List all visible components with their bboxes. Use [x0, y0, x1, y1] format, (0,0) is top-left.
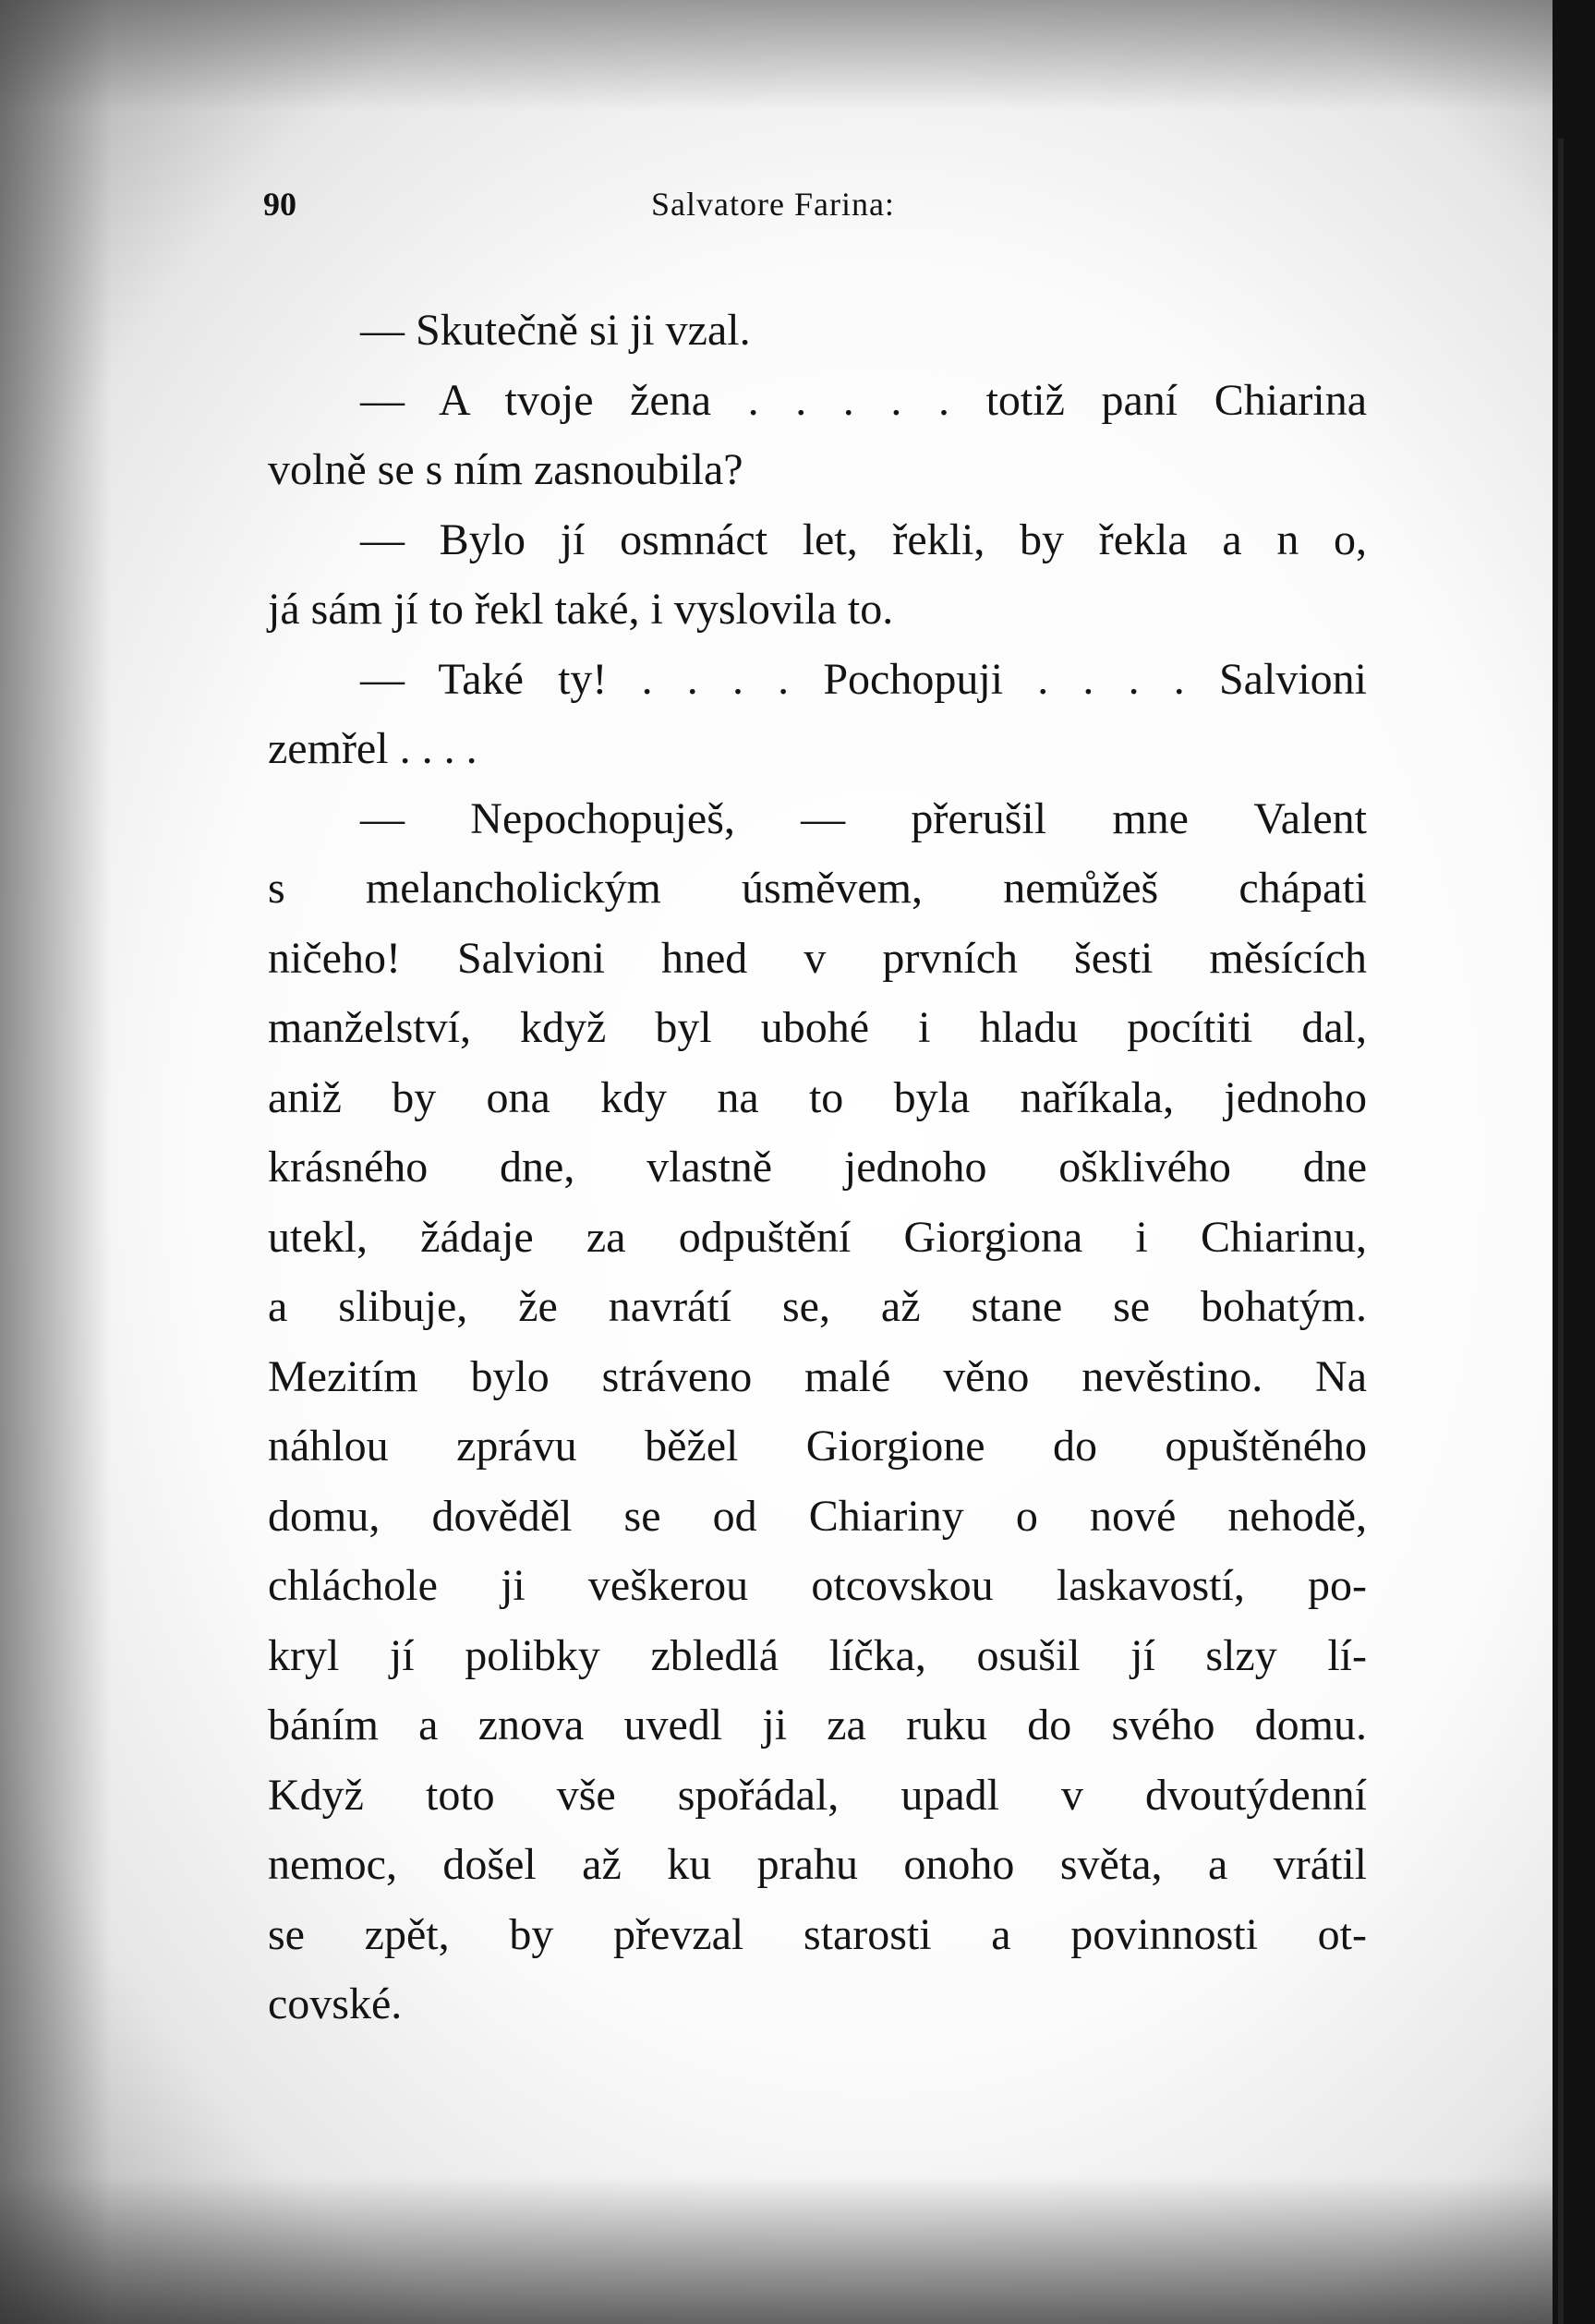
- body-text: [268, 296, 1367, 2040]
- text-line: Mezitím bylo stráveno malé věno nevěstino. Na: [268, 1351, 1367, 1401]
- text-line: domu, dověděl se od Chiariny o nové nehodě,: [268, 1491, 1367, 1541]
- text-line: nemoc, došel až ku prahu onoho světa, a vrátil: [268, 1840, 1367, 1889]
- scan-shadow-top: [0, 0, 1595, 111]
- text-line: aniž by ona kdy na to byla naříkala, jednoho: [268, 1072, 1367, 1122]
- text-line: volně se s ním zasnoubila?: [268, 445, 743, 494]
- text-line: ničeho! Salvioni hned v prvních šesti měsících: [268, 933, 1367, 983]
- page-number: 90: [263, 186, 296, 223]
- text-line: zemřel . . . .: [268, 724, 477, 773]
- text-line: já sám jí to řekl také, i vyslovila to.: [268, 585, 894, 634]
- text-line: covské.: [268, 1979, 403, 2028]
- text-line: — Nepochopuješ, — přerušil mne Valent: [360, 793, 1367, 843]
- text-line: utekl, žádaje za odpuštění Giorgiona i Chiarinu,: [268, 1212, 1367, 1262]
- text-line: — Bylo jí osmnáct let, řekli, by řekla a n o,: [360, 514, 1367, 564]
- text-line: se zpět, by převzal starosti a povinnosti ot-: [268, 1909, 1367, 1959]
- text-line: krásného dne, vlastně jednoho ošklivého dne: [268, 1143, 1367, 1192]
- text-line: Když toto vše spořádal, upadl v dvoutýdenní: [268, 1770, 1367, 1820]
- text-line: s melancholickým úsměvem, nemůžeš chápati: [268, 864, 1367, 913]
- text-line: — Skutečně si ji vzal.: [360, 306, 751, 355]
- scan-shadow-bottom: [0, 2176, 1595, 2324]
- text-line: manželství, když byl ubohé i hladu pocítiti dal,: [268, 1003, 1367, 1052]
- page-header: [263, 185, 1371, 240]
- text-line: chláchole ji veškerou otcovskou laskavostí, po-: [268, 1561, 1367, 1610]
- book-binding-line: [1558, 139, 1564, 2324]
- text-line: a slibuje, že navrátí se, až stane se bohatým.: [268, 1282, 1367, 1331]
- text-line: — A tvoje žena . . . . . totiž paní Chiarina: [360, 375, 1367, 425]
- running-title: Salvatore Farina:: [651, 186, 895, 223]
- text-line: kryl jí polibky zbledlá líčka, osušil jí slzy lí-: [268, 1630, 1367, 1680]
- text-line: — Také ty! . . . . Pochopuji . . . . Salvioni: [360, 654, 1367, 704]
- text-line: náhlou zprávu běžel Giorgione do opuštěného: [268, 1422, 1367, 1471]
- text-line: báním a znova uvedl ji za ruku do svého domu.: [268, 1701, 1367, 1749]
- scan-shadow-left: [0, 0, 111, 2324]
